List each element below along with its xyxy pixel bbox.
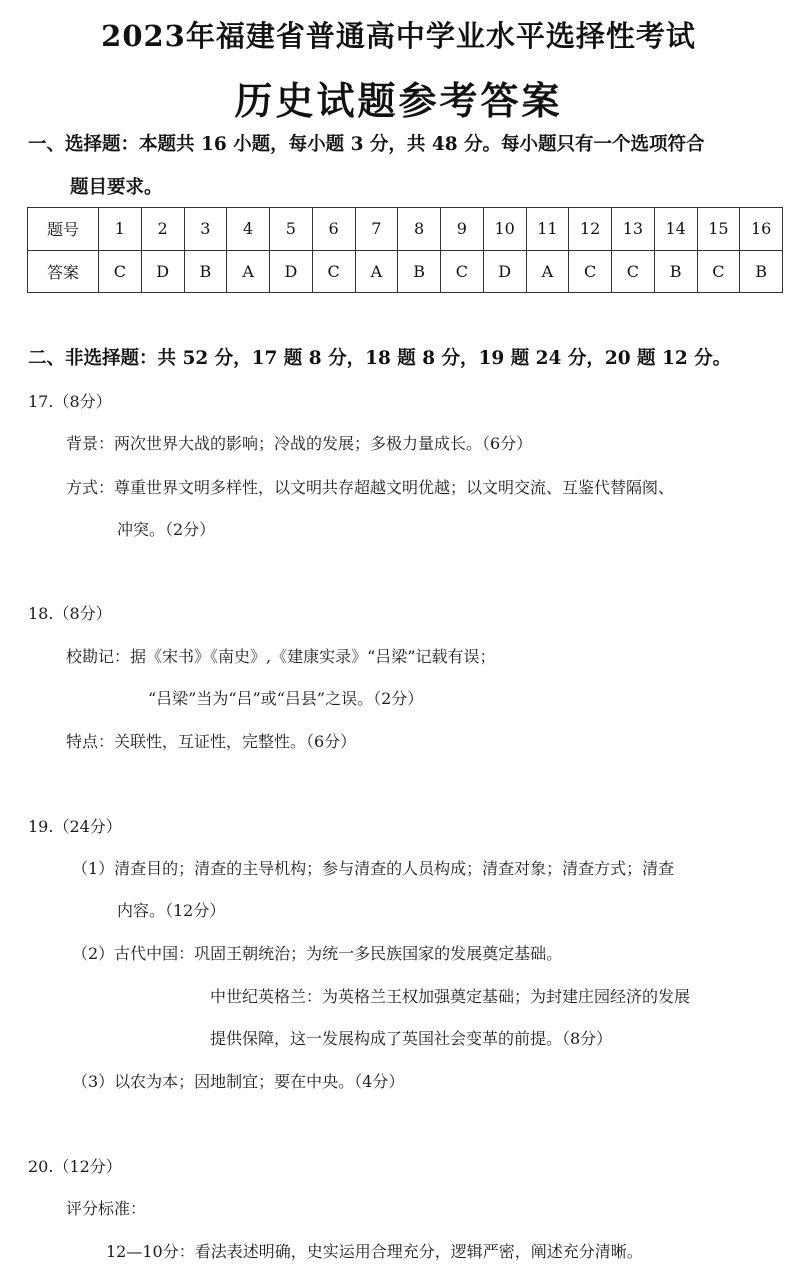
- question-number: 3: [184, 208, 227, 251]
- answer-cell: C: [697, 250, 740, 293]
- answer-cell: B: [184, 250, 227, 293]
- q17-background: 背景：两次世界大战的影响；冷战的发展；多极力量成长。（6分）: [66, 434, 533, 453]
- question-number: 16: [740, 208, 783, 251]
- answer-cell: C: [441, 250, 484, 293]
- q19-part3: （3）以农为本；因地制宜；要在中央。（4分）: [72, 1072, 405, 1091]
- row-label-question-number: 题号: [28, 208, 99, 251]
- answer-cell: B: [398, 250, 441, 293]
- section1-heading-line1: 一、选择题：本题共 16 小题，每小题 3 分，共 48 分。每小题只有一个选项符合: [28, 134, 705, 155]
- question-number-row: [28, 208, 783, 251]
- q17-method-line1: 方式：尊重世界文明多样性，以文明共存超越文明优越；以文明交流、互鉴代替隔阂、: [66, 478, 675, 497]
- answer-cell: A: [227, 250, 270, 293]
- answer-cell: D: [483, 250, 526, 293]
- q19-label: 19.（24分）: [28, 817, 122, 836]
- q17-label: 17.（8分）: [28, 392, 112, 411]
- answer-cell: A: [355, 250, 398, 293]
- question-number: 9: [441, 208, 484, 251]
- q19-part2-line3: 提供保障，这一发展构成了英国社会变革的前提。（8分）: [210, 1029, 613, 1048]
- section1-heading-line2: 题目要求。: [70, 177, 163, 198]
- answer-cell: C: [312, 250, 355, 293]
- question-number: 8: [398, 208, 441, 251]
- question-number: 5: [270, 208, 313, 251]
- answer-cell: B: [740, 250, 783, 293]
- question-number: 6: [312, 208, 355, 251]
- answer-cell: C: [612, 250, 655, 293]
- q18-label: 18.（8分）: [28, 604, 112, 623]
- q20-criteria-label: 评分标准：: [66, 1199, 147, 1218]
- q19-part1-line1: （1）清查目的；清查的主导机构；参与清查的人员构成；清查对象；清查方式；清查: [72, 859, 675, 878]
- question-number: 1: [99, 208, 142, 251]
- exam-title: 2023年福建省普通高中学业水平选择性考试: [101, 19, 696, 53]
- question-number: 4: [227, 208, 270, 251]
- answer-cell: D: [270, 250, 313, 293]
- answer-cell: A: [526, 250, 569, 293]
- row-label-answer: 答案: [28, 250, 99, 293]
- q20-criteria-line1: 12—10分：看法表述明确，史实运用合理充分，逻辑严密，阐述充分清晰。: [106, 1242, 643, 1261]
- question-number: 10: [483, 208, 526, 251]
- q19-part2-line2: 中世纪英格兰：为英格兰王权加强奠定基础；为封建庄园经济的发展: [210, 987, 691, 1006]
- q20-label: 20.（12分）: [28, 1157, 122, 1176]
- question-number: 14: [654, 208, 697, 251]
- q18-collation-line1: 校勘记：据《宋书》《南史》,《建康实录》“吕梁”记载有误；: [66, 647, 496, 666]
- answer-cell: C: [569, 250, 612, 293]
- question-number: 13: [612, 208, 655, 251]
- answer-cell: B: [654, 250, 697, 293]
- question-number: 11: [526, 208, 569, 251]
- q19-part2-line1: （2）古代中国：巩固王朝统治；为统一多民族国家的发展奠定基础。: [72, 944, 563, 963]
- answer-table: [27, 207, 783, 293]
- q18-features: 特点：关联性，互证性，完整性。（6分）: [66, 732, 357, 751]
- answer-key-title: 历史试题参考答案: [234, 78, 563, 123]
- question-number: 7: [355, 208, 398, 251]
- question-number: 2: [141, 208, 184, 251]
- question-number: 12: [569, 208, 612, 251]
- q19-part1-line2: 内容。（12分）: [117, 901, 226, 920]
- q17-method-line2: 冲突。（2分）: [117, 520, 216, 539]
- answer-cell: D: [141, 250, 184, 293]
- question-number: 15: [697, 208, 740, 251]
- q18-collation-line2: “吕梁”当为“吕”或“吕县”之误。（2分）: [148, 689, 424, 708]
- answer-row: [28, 250, 783, 293]
- section2-heading: 二、非选择题：共 52 分，17 题 8 分，18 题 8 分，19 题 24 分，20 题 12 分。: [28, 348, 732, 369]
- answer-cell: C: [99, 250, 142, 293]
